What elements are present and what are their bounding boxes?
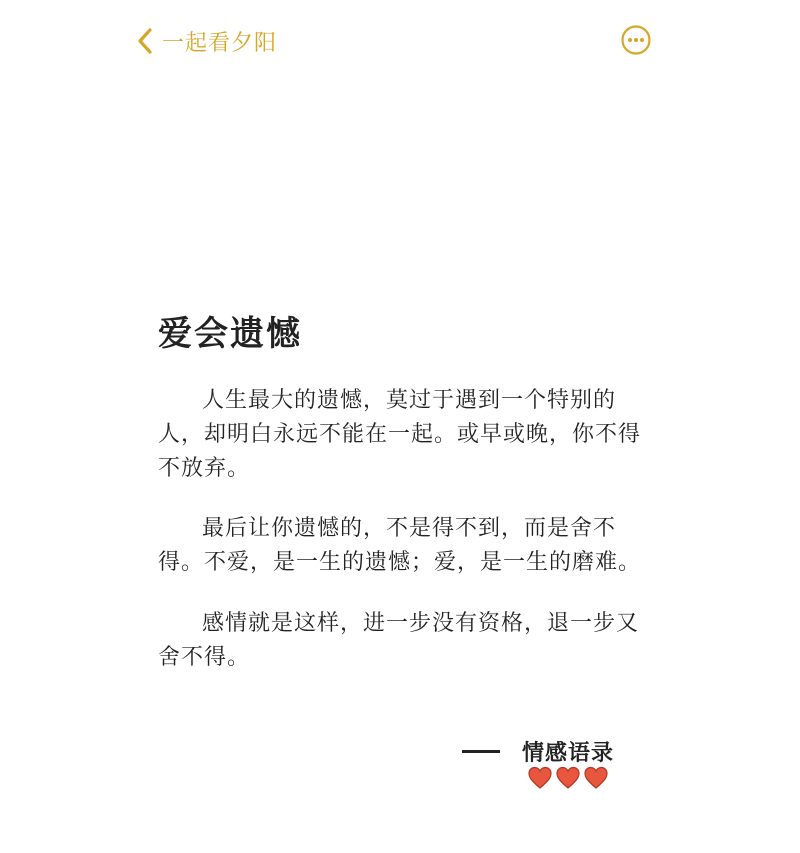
paragraph-line: 得。不爱，是一生的遗憾；爱，是一生的磨难。 bbox=[158, 550, 642, 575]
paragraph-line: 感情就是这样，进一步没有资格，退一步又 bbox=[202, 611, 640, 636]
heart-icon bbox=[583, 765, 609, 795]
note-title: 爱会遗憾 bbox=[158, 314, 302, 354]
heart-icon bbox=[527, 765, 553, 795]
paragraph-line: 不放弃。 bbox=[158, 456, 251, 481]
chevron-left-icon bbox=[134, 26, 156, 56]
more-circle-icon bbox=[620, 41, 652, 60]
paragraph-line: 最后让你遗憾的，不是得不到，而是舍不 bbox=[202, 516, 617, 541]
back-label: 一起看夕阳 bbox=[162, 30, 278, 56]
signature bbox=[462, 734, 614, 768]
signature-dash bbox=[462, 750, 500, 753]
back-button[interactable] bbox=[134, 24, 277, 58]
heart-icon bbox=[555, 765, 581, 795]
paragraph-line: 舍不得。 bbox=[158, 645, 251, 670]
note-paragraph bbox=[158, 384, 642, 486]
note-paragraph bbox=[158, 607, 638, 675]
nav-bar bbox=[0, 0, 800, 82]
paragraph-line: 人，却明白永远不能在一起。或早或晚，你不得 bbox=[158, 422, 642, 447]
more-button[interactable] bbox=[620, 24, 652, 56]
signature-name: 情感语录 bbox=[522, 740, 615, 766]
paragraph-line: 人生最大的遗憾，莫过于遇到一个特别的 bbox=[202, 388, 617, 413]
note-paragraph bbox=[158, 512, 642, 580]
hearts bbox=[527, 765, 609, 795]
